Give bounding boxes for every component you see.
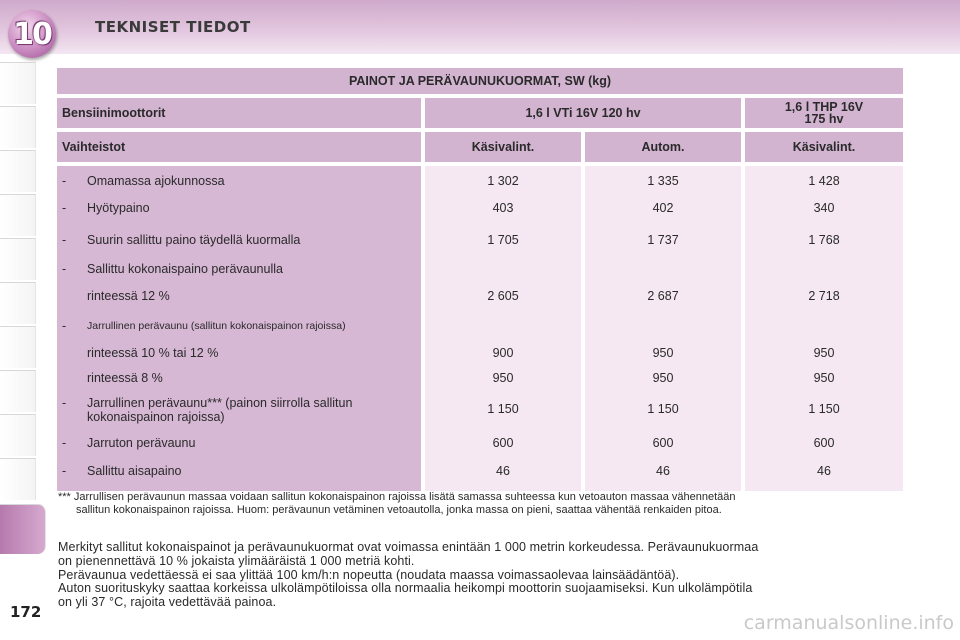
cell-value [425,260,581,287]
row-dash: - [62,232,67,247]
cell-value: 1 705 [487,232,519,247]
column-1-values [425,166,581,491]
row-label: Jarrullinen perävaunu*** (painon siirrolla sallitun [87,396,353,411]
paragraph-line: on yli 37 °C, rajoita vedettävää painoa. [58,595,277,610]
engine-2-line2: 175 hv [804,112,844,126]
cell-value: 1 335 [647,174,679,188]
engine-2-line1: 1,6 l THP 16V [784,100,864,114]
cell-value [745,260,903,287]
row-dash: - [62,396,67,411]
cell-value: 600 [652,436,674,451]
cell-value: 950 [813,345,835,360]
cell-value: 46 [656,463,670,478]
gearbox-2: Autom. [585,132,741,162]
page-title: TEKNISET TIEDOT [95,18,251,36]
side-tab[interactable] [0,282,36,324]
cell-value: 1 150 [487,402,519,417]
cell-value: 46 [817,463,831,478]
side-tab[interactable] [0,458,36,500]
cell-value [585,315,741,342]
cell-value [425,315,581,342]
row-dash: - [62,318,67,333]
table-row [62,458,416,485]
row-label: rinteessä 12 % [87,289,170,304]
row-label-multiline [87,396,352,424]
cell-value: 46 [496,463,510,478]
table-row [62,430,416,457]
chapter-side-tabs [0,62,38,582]
table-row [62,396,416,430]
row-dash: - [62,201,67,216]
gearbox-label: Vaihteistot [57,132,421,162]
paragraph-line: Merkityt sallitut kokonaispainot ja perävaunukuormat ovat voimassa enintään 1 000 metrin korkeudessa. Perävaunukuormaa [58,540,759,554]
side-tab[interactable] [0,414,36,456]
cell-value [745,315,903,342]
side-tab[interactable] [0,106,36,148]
cell-value: 1 150 [647,402,679,417]
row-dash: - [62,261,67,276]
row-dash: - [62,436,67,451]
side-tab[interactable] [0,62,36,104]
gearbox-3: Käsivalint. [745,132,903,162]
row-dash: - [62,174,67,188]
column-3-values [745,166,903,491]
side-tab[interactable] [0,238,36,280]
table-row [62,369,416,396]
cell-value: 950 [652,370,674,385]
side-tab[interactable] [0,194,36,236]
row-label: Sallittu aisapaino [87,463,182,478]
cell-value: 1 302 [487,174,519,188]
cell-value: 950 [492,370,514,385]
side-tab-active[interactable] [0,504,46,554]
table-row [62,199,416,226]
row-label-cont: kokonaispainon rajoissa) [87,410,225,425]
cell-value: 1 428 [808,174,840,188]
row-label: Suurin sallittu paino täydellä kuormalla [87,232,301,247]
row-label: Jarrullinen perävaunu (sallitun kokonaispainon rajoissa) [87,319,346,332]
page-number: 172 [10,603,42,621]
row-label: rinteessä 8 % [87,370,163,385]
cell-value: 900 [492,345,514,360]
row-label: Omamassa ajokunnossa [87,174,225,188]
cell-value: 2 687 [647,289,679,304]
cell-value: 1 768 [808,232,840,247]
gearbox-1: Käsivalint. [425,132,581,162]
cell-value: 600 [813,436,835,451]
row-dash: - [62,463,67,478]
page-header [0,0,960,54]
footnote-line: *** Jarrullisen perävaunun massaa voidaan sallitun kokonaispainon rajoissa lisätä samassa suhteessa kun vetoauton massaa vähennetään [58,491,736,503]
footnote [58,491,908,517]
table-row [62,227,416,260]
table-row [62,287,416,314]
paragraph-line: Perävaunua vedettäessä ei saa ylittää 100 km/h:n nopeutta (noudata maassa voimassaolevaa lainsäädäntöä). [58,567,680,582]
cell-value: 340 [813,201,835,216]
table-row [62,260,416,287]
cell-value: 950 [652,345,674,360]
cell-value: 950 [813,370,835,385]
cell-value: 403 [492,201,514,216]
engine-2 [745,98,903,128]
cell-value: 1 737 [647,232,679,247]
table-row [62,172,416,199]
cell-value: 402 [652,201,674,216]
engine-1: 1,6 l VTi 16V 120 hv [425,98,741,128]
chapter-badge: 10 [8,10,56,58]
row-label: Jarruton perävaunu [87,436,196,451]
weights-table [57,64,903,495]
paragraph-line: Auton suorituskyky saattaa korkeissa ulkolämpötiloissa olla normaalia heikompi moottorin suojaamiseksi. Kun ulkolämpötila [58,581,753,596]
row-label: Sallittu kokonaispaino perävaunulla [87,261,283,276]
side-tab[interactable] [0,326,36,368]
paragraph-line: on pienennettävä 10 % jokaista ylimääräistä 1 000 metriä kohti. [58,553,415,568]
watermark: carmanualsonline.info [743,612,954,634]
column-2-values [585,166,741,491]
row-labels [57,166,421,491]
table-title: PAINOT JA PERÄVAUNUKUORMAT, SW (kg) [57,68,903,94]
row-label: rinteessä 10 % tai 12 % [87,345,219,360]
cell-value: 2 718 [808,289,840,304]
side-tab[interactable] [0,370,36,412]
cell-value: 600 [492,436,514,451]
table-row [62,342,416,369]
table-row [62,315,416,342]
cell-value: 2 605 [487,289,519,304]
row-label: Hyötypaino [87,201,150,216]
engine-label: Bensiinimoottorit [57,98,421,128]
cell-value [585,260,741,287]
footnote-line: sallitun kokonaispainon rajoissa. Huom: perävaunun vetäminen vetoautolla, jonka massa on pieni, saattaa vähentää renkaiden pitoa. [76,504,722,516]
side-tab[interactable] [0,150,36,192]
info-paragraph [58,541,908,610]
cell-value: 1 150 [808,402,840,417]
